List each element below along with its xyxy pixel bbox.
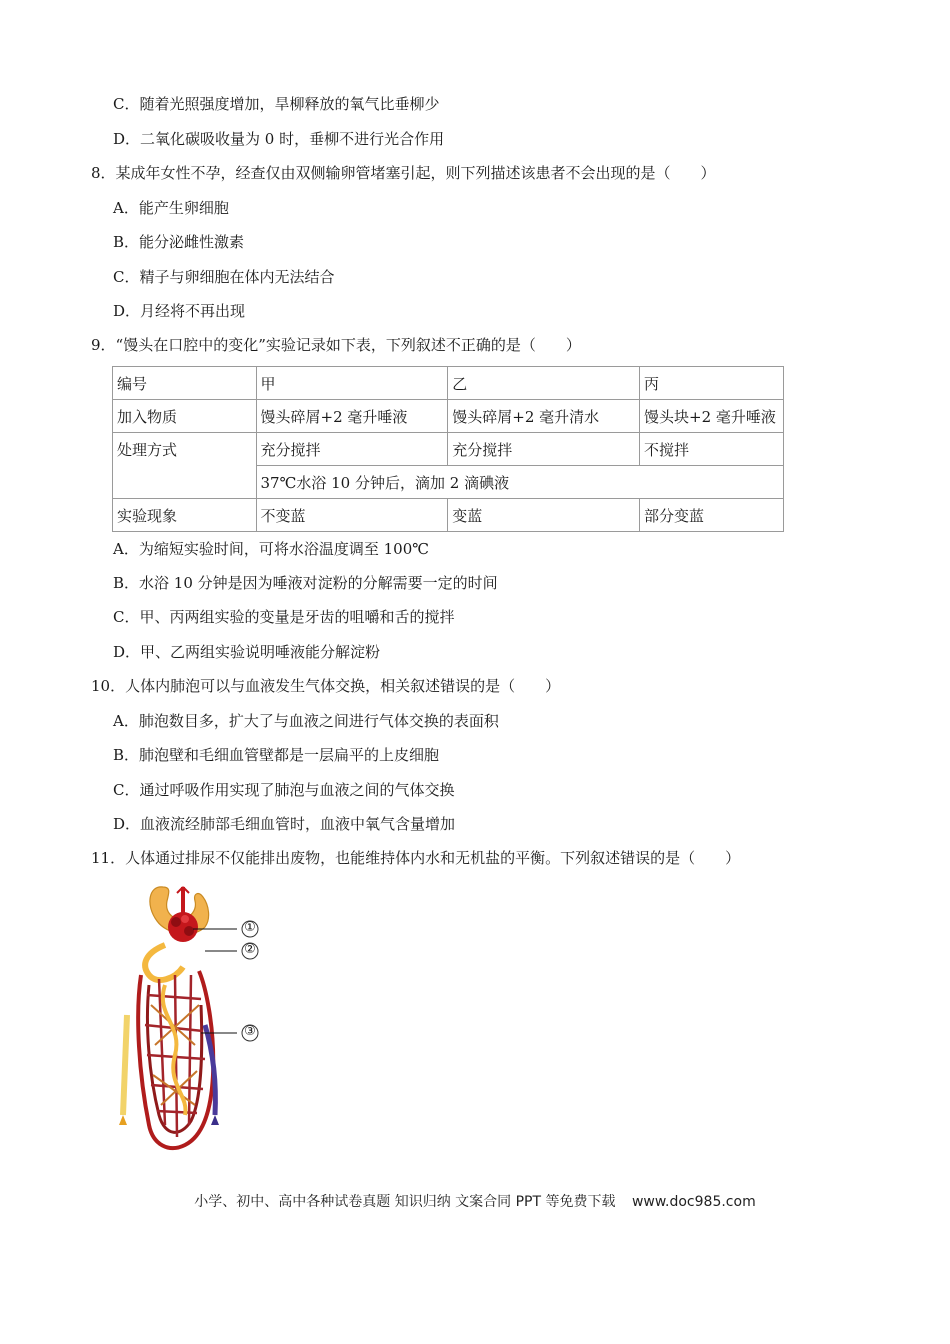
q9-option-c: C．甲、丙两组实验的变量是牙齿的咀嚼和舌的搅拌	[113, 608, 455, 626]
table-cell: 甲	[256, 367, 448, 400]
nephron-illustration	[105, 875, 275, 1165]
table-cell: 馒头块+2 毫升唾液	[640, 400, 784, 433]
table-row	[113, 367, 784, 400]
question-8: 8．某成年女性不孕，经查仅由双侧输卵管堵塞引起，则下列描述该患者不会出现的是（ ）	[91, 164, 716, 182]
q8-option-d: D．月经将不再出现	[113, 302, 246, 320]
q10-option-d: D．血液流经肺部毛细血管时，血液中氧气含量增加	[113, 815, 456, 833]
figure-marker-2: ②	[244, 942, 256, 957]
table-cell: 馒头碎屑+2 毫升清水	[448, 400, 640, 433]
table-row	[113, 400, 784, 433]
q8-option-c: C．精子与卵细胞在体内无法结合	[113, 268, 335, 286]
q8-option-a: A．能产生卵细胞	[113, 199, 229, 217]
table-cell: 乙	[448, 367, 640, 400]
figure-marker-1: ①	[244, 920, 256, 935]
footer-text: 小学、初中、高中各种试卷真题 知识归纳 文案合同 PPT 等免费下载	[194, 1194, 616, 1210]
experiment-table	[112, 366, 784, 532]
table-cell: 丙	[640, 367, 784, 400]
table-row	[113, 433, 784, 466]
table-cell: 编号	[113, 367, 257, 400]
table-cell: 不变蓝	[256, 499, 448, 532]
table-cell: 充分搅拌	[448, 433, 640, 466]
q10-option-a: A．肺泡数目多，扩大了与血液之间进行气体交换的表面积	[113, 712, 499, 730]
question-11: 11．人体通过排尿不仅能排出废物，也能维持体内水和无机盐的平衡。下列叙述错误的是（ ）	[91, 849, 741, 867]
q9-option-a: A．为缩短实验时间，可将水浴温度调至 100℃	[113, 540, 430, 558]
question-10: 10．人体内肺泡可以与血液发生气体交换，相关叙述错误的是（ ）	[91, 677, 561, 695]
table-cell: 部分变蓝	[640, 499, 784, 532]
q7-option-d: D．二氧化碳吸收量为 0 时，垂柳不进行光合作用	[113, 130, 445, 148]
page-footer	[0, 1191, 950, 1211]
table-cell: 实验现象	[113, 499, 257, 532]
question-9: 9．“馒头在口腔中的变化”实验记录如下表，下列叙述不正确的是（ ）	[91, 336, 581, 354]
table-cell: 加入物质	[113, 400, 257, 433]
table-cell: 馒头碎屑+2 毫升唾液	[256, 400, 448, 433]
figure-marker-3: ③	[244, 1024, 256, 1039]
q7-option-c: C．随着光照强度增加，旱柳释放的氧气比垂柳少	[113, 95, 440, 113]
q10-option-b: B．肺泡壁和毛细血管壁都是一层扁平的上皮细胞	[113, 746, 440, 764]
table-cell: 不搅拌	[640, 433, 784, 466]
table-cell: 处理方式	[113, 433, 257, 499]
table-cell: 37℃水浴 10 分钟后，滴加 2 滴碘液	[256, 466, 784, 499]
table-cell: 变蓝	[448, 499, 640, 532]
q10-option-c: C．通过呼吸作用实现了肺泡与血液之间的气体交换	[113, 781, 455, 799]
table-row	[113, 499, 784, 532]
q8-option-b: B．能分泌雌性激素	[113, 233, 245, 251]
q9-option-d: D．甲、乙两组实验说明唾液能分解淀粉	[113, 643, 381, 661]
footer-link[interactable]: www.doc985.com	[631, 1194, 756, 1210]
table-cell: 充分搅拌	[256, 433, 448, 466]
q9-option-b: B．水浴 10 分钟是因为唾液对淀粉的分解需要一定的时间	[113, 574, 498, 592]
